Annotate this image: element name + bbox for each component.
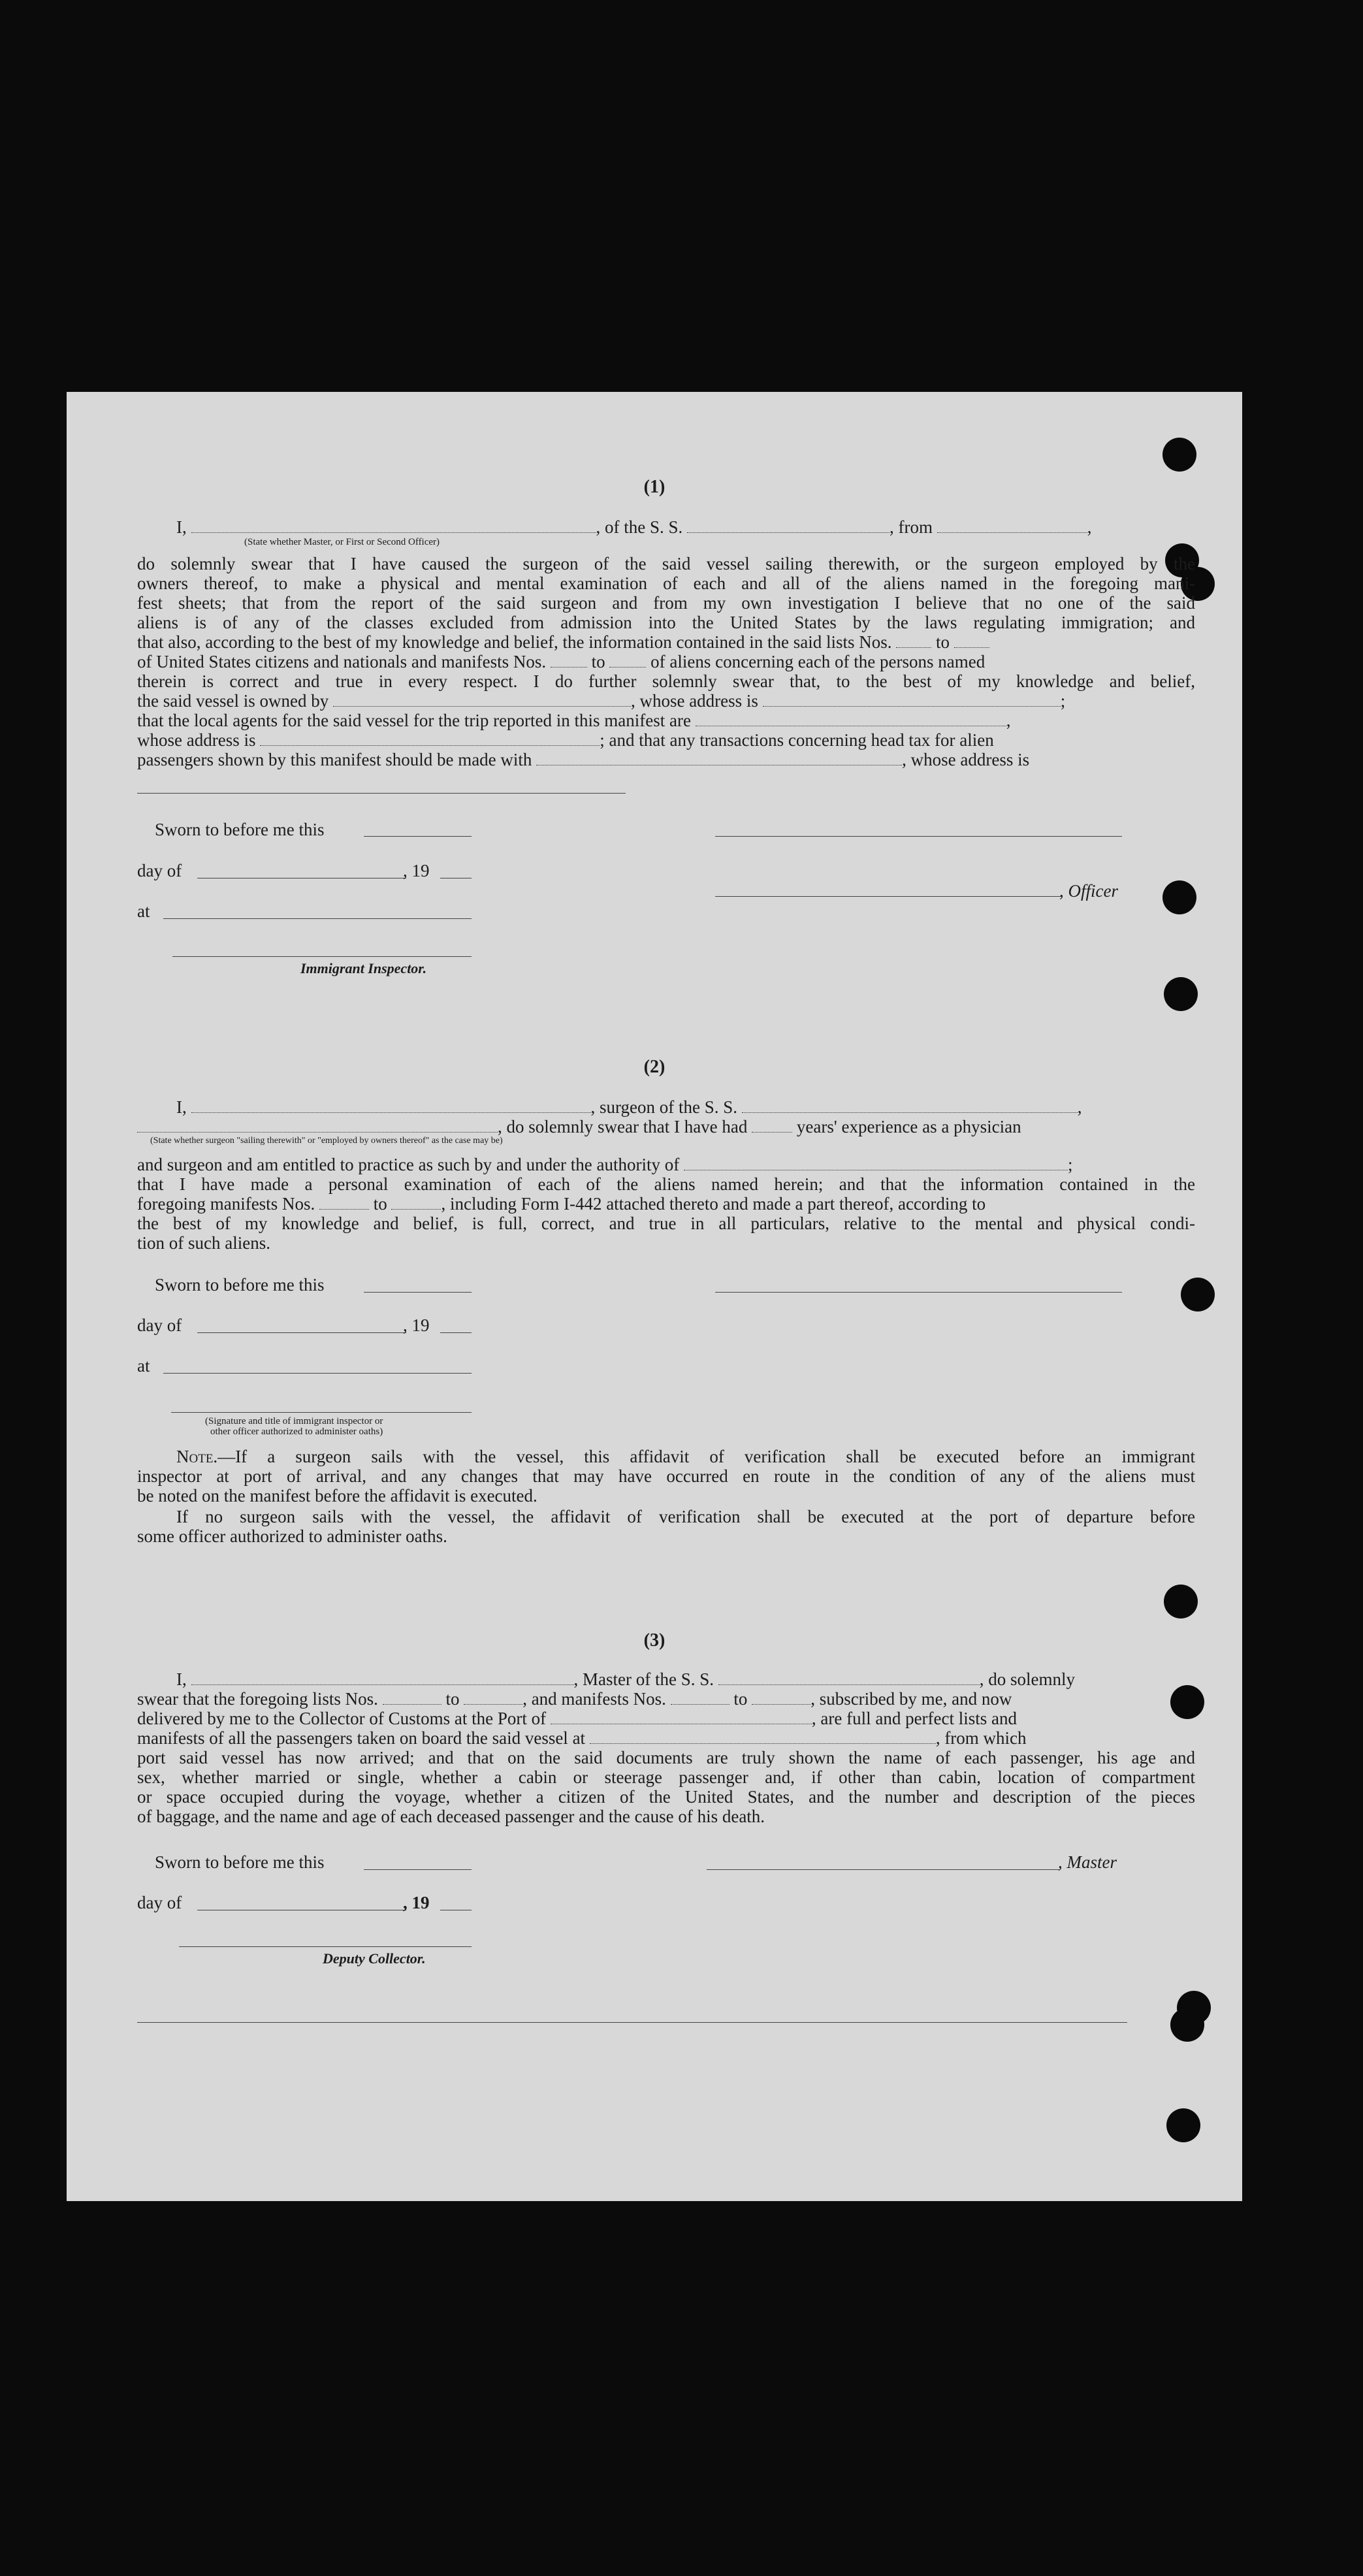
manifest-to-field-2[interactable] — [391, 1195, 441, 1210]
officer-caption: (State whether Master, or First or Second Officer) — [244, 537, 440, 547]
deputy-caption: Deputy Collector. — [323, 1950, 426, 1967]
sworn-date-field[interactable] — [364, 1292, 472, 1293]
punch-hole — [1163, 438, 1196, 472]
manifests-line: foregoing manifests Nos. to , including Form I-442 attached thereto and made a part thereof, according to — [137, 1194, 986, 1214]
body-line: owners thereof, to make a physical and mental examination of each and all of the aliens named in the foregoing mani- — [137, 573, 1195, 593]
note-line: Note.—If a surgeon sails with the vessel, this affidavit of verification shall be executed before an immigrant — [176, 1447, 1195, 1466]
punch-hole — [1166, 2108, 1200, 2142]
body-line: do solemnly swear that I have caused the surgeon of the said vessel sailing therewith, or the surgeon employed by the — [137, 554, 1195, 573]
list-from-field-3[interactable] — [383, 1690, 441, 1705]
boarding-line: manifests of all the passengers taken on board the said vessel at , from which — [137, 1728, 1027, 1748]
list-from-field[interactable] — [896, 633, 931, 648]
signature-caption: (Signature and title of immigrant inspector or — [205, 1416, 383, 1426]
month-field[interactable] — [197, 1332, 406, 1333]
owner-address-field[interactable] — [763, 692, 1061, 707]
officer-signature-field[interactable] — [715, 836, 1122, 837]
inspector-caption: Immigrant Inspector. — [300, 960, 427, 976]
body-line: fest sheets; that from the report of the said surgeon and from my own investigation I believe that no one of the said — [137, 593, 1195, 613]
at-label: at — [137, 1356, 150, 1376]
officer-name-field[interactable] — [191, 518, 596, 533]
sworn-date-field[interactable] — [364, 836, 472, 837]
note-line: If no surgeon sails with the vessel, the affidavit of verification shall be executed at the port of departure before — [176, 1507, 1195, 1526]
authority-line: and surgeon and am entitled to practice as such by and under the authority of ; — [137, 1155, 1073, 1174]
body-line: that I have made a personal examination of each of the aliens named herein; and that the information contained in the — [137, 1174, 1195, 1194]
document-page — [67, 392, 1242, 2201]
body-line: or space occupied during the voyage, whether a citizen of the United States, and the number and description of the pieces — [137, 1787, 1195, 1807]
vessel-name-field-2[interactable] — [742, 1098, 1078, 1113]
note-line: inspector at port of arrival, and any changes that may have occurred en route in the condition of any of the aliens must — [137, 1466, 1195, 1486]
owner-field[interactable] — [333, 692, 631, 707]
collector-line: delivered by me to the Collector of Customs at the Port of , are full and perfect lists and — [137, 1709, 1018, 1728]
body-line: aliens is of any of the classes excluded from admission into the United States by the laws regulating immigration; and — [137, 613, 1195, 632]
from-port-field[interactable] — [937, 518, 1087, 533]
at-label: at — [137, 901, 150, 921]
manifest-from-field[interactable] — [551, 652, 587, 668]
address-continuation-line[interactable] — [137, 793, 626, 794]
officer-line: I, , of the S. S. , from , — [176, 517, 1092, 537]
note-line: be noted on the manifest before the affidavit is executed. — [137, 1486, 537, 1505]
signature-caption: other officer authorized to administer oaths) — [210, 1426, 383, 1437]
section-number: (2) — [643, 1057, 665, 1077]
section-number: (3) — [643, 1630, 665, 1650]
section-number: (1) — [643, 477, 665, 497]
agents-address-field[interactable] — [260, 731, 600, 746]
body-line: sex, whether married or single, whether a cabin or steerage passenger and, if other than cabin, location of compartment — [137, 1767, 1195, 1787]
punch-hole — [1164, 1585, 1198, 1618]
surgeon-caption: (State whether surgeon "sailing therewith" or "employed by owners thereof" as the case may be) — [150, 1136, 503, 1146]
body-line: the best of my knowledge and belief, is full, correct, and true in all particulars, relative to the mental and physical condi- — [137, 1214, 1195, 1233]
surgeon-signature-field[interactable] — [715, 1292, 1122, 1293]
manifest-from-field-2[interactable] — [319, 1195, 369, 1210]
day-of-label: day of — [137, 1893, 182, 1912]
experience-line: , do solemnly swear that I have had years' experience as a physician — [137, 1117, 1195, 1136]
officer-title-field[interactable] — [715, 896, 1061, 897]
collector-signature-field[interactable] — [179, 1946, 472, 1947]
manifest-to-field[interactable] — [609, 652, 646, 668]
at-place-field[interactable] — [163, 1373, 472, 1374]
officer-label: , Officer — [1059, 881, 1118, 901]
day-of-label: day of — [137, 861, 182, 880]
sworn-label: Sworn to before me this — [155, 1275, 325, 1295]
agents-line: that the local agents for the said vessel for the trip reported in this manifest are , — [137, 711, 1011, 730]
agents-address-line: whose address is ; and that any transactions concerning head tax for alien — [137, 730, 994, 750]
master-label: , Master — [1058, 1852, 1117, 1872]
head-tax-contact-field[interactable] — [536, 750, 902, 765]
sworn-label: Sworn to before me this — [155, 820, 325, 839]
master-line: I, , Master of the S. S. , do solemnly — [176, 1669, 1075, 1689]
surgeon-status-field[interactable] — [137, 1118, 498, 1133]
lists-line: that also, according to the best of my knowledge and belief, the information contained in the said lists Nos. to — [137, 632, 1195, 652]
surgeon-line: I, , surgeon of the S. S. , — [176, 1097, 1082, 1117]
body-line: tion of such aliens. — [137, 1233, 270, 1253]
year-prefix: , 19 — [403, 861, 430, 880]
master-signature-field[interactable] — [707, 1869, 1059, 1870]
sworn-date-field[interactable] — [364, 1869, 472, 1870]
punch-hole — [1181, 1278, 1215, 1312]
list-to-field[interactable] — [954, 633, 989, 648]
vessel-name-field-3[interactable] — [718, 1670, 980, 1685]
punch-hole — [1164, 977, 1198, 1011]
boarding-port-field[interactable] — [590, 1729, 936, 1744]
head-tax-line: passengers shown by this manifest should be made with , whose address is — [137, 750, 1030, 769]
lists-line-3: swear that the foregoing lists Nos. to , and manifests Nos. to , subscribed by me, and now — [137, 1689, 1012, 1709]
list-to-field-3[interactable] — [464, 1690, 522, 1705]
years-field[interactable] — [752, 1118, 792, 1133]
year-prefix: , 19 — [403, 1315, 430, 1335]
body-line: therein is correct and true in every respect. I do further solemnly swear that, to the best of my knowledge and belief, — [137, 671, 1195, 691]
body-line: of baggage, and the name and age of each deceased passenger and the cause of his death. — [137, 1807, 765, 1826]
authority-field[interactable] — [684, 1155, 1068, 1170]
master-name-field[interactable] — [191, 1670, 574, 1685]
vessel-name-field[interactable] — [687, 518, 890, 533]
sworn-label: Sworn to before me this — [155, 1852, 325, 1872]
owner-line: the said vessel is owned by , whose address is ; — [137, 691, 1066, 711]
manifest-from-field-3[interactable] — [671, 1690, 730, 1705]
punch-hole — [1163, 880, 1196, 914]
port-field[interactable] — [551, 1709, 812, 1724]
body-line: port said vessel has now arrived; and that on the said documents are truly shown the name of each passenger, his age and — [137, 1748, 1195, 1767]
note-line: some officer authorized to administer oaths. — [137, 1526, 447, 1546]
manifest-line: of United States citizens and nationals and manifests Nos. to of aliens concerning each of the persons named — [137, 652, 986, 671]
at-place-field[interactable] — [163, 918, 472, 919]
manifest-to-field-3[interactable] — [752, 1690, 810, 1705]
day-of-label: day of — [137, 1315, 182, 1335]
bottom-divider — [137, 2022, 1127, 2023]
surgeon-name-field[interactable] — [191, 1098, 591, 1113]
year-prefix: , 19 — [403, 1893, 430, 1912]
inspector-signature-field[interactable] — [171, 1412, 472, 1413]
year-field[interactable] — [440, 1332, 472, 1333]
agents-field[interactable] — [696, 711, 1006, 726]
punch-hole — [1170, 2008, 1204, 2042]
inspector-signature-field[interactable] — [172, 956, 472, 957]
